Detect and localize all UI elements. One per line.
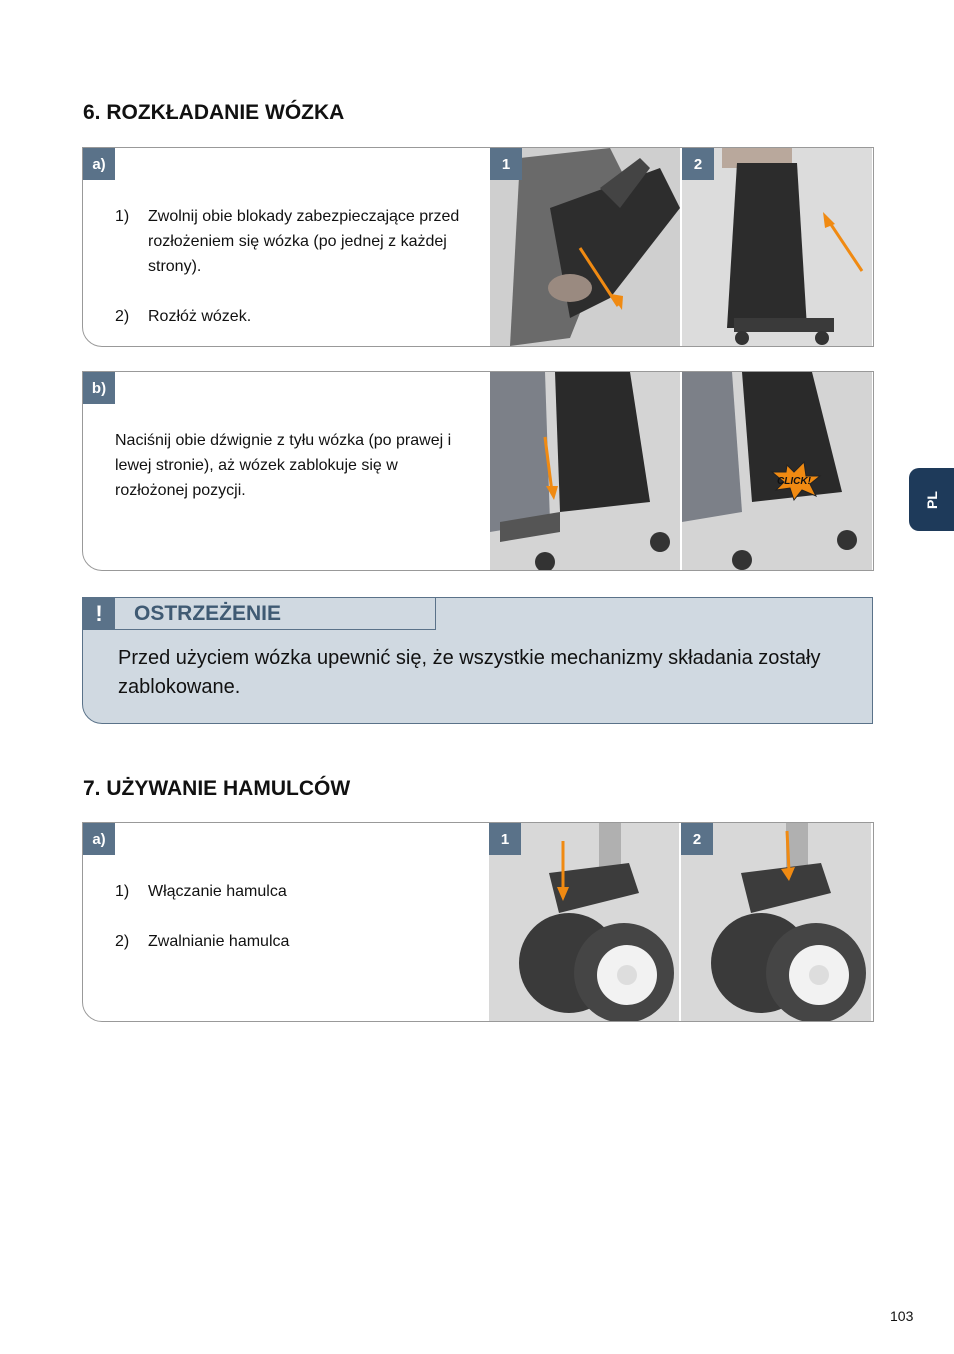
photo-number: 1 [490,148,522,180]
photo-brake-off [681,823,871,1021]
warning-title: OSTRZEŻENIE [115,598,436,630]
section-7-title: 7. UŻYWANIE HAMULCÓW [83,777,351,800]
step-description: Naciśnij obie dźwignie z tyłu wózka (po prawej i lewej stronie), aż wózek zablokuje się w rozłożonej pozycji. [115,432,452,499]
step-label: b) [83,372,115,404]
step-6a-panel [82,147,874,347]
warning-text: Przed użyciem wózka upewnić się, że wszystkie mechanizmy składania zostały zablokowane. [118,647,821,698]
section-6-title: 6. ROZKŁADANIE WÓZKA [83,101,345,124]
photo-number: 2 [682,148,714,180]
warning-box [82,597,873,724]
photo-unlock [490,148,680,346]
list-item: 1) Włączanie hamulca [115,883,287,900]
warning-icon: ! [83,598,115,630]
step-label: a) [83,148,115,180]
click-label: CLICK! [777,476,811,487]
step-list [115,204,465,329]
photo-brake-on [489,823,679,1021]
step-label: a) [83,823,115,855]
page-number: 103 [890,1308,914,1324]
step-6b-panel [82,371,874,571]
language-tab: PL [909,468,954,531]
photo-unfold [682,148,872,346]
photo-number: 2 [681,823,713,855]
photo-press-lever [490,372,680,570]
photo-number: 1 [489,823,521,855]
stroller-lever-illustration [490,372,680,570]
list-item: 2) Zwalnianie hamulca [115,933,290,950]
step-list [115,879,465,954]
photo-locked [682,372,872,570]
step-7a-panel [82,822,874,1022]
stroller-locked-illustration [682,372,872,570]
list-item: 2) Rozłóż wózek. [115,308,252,325]
list-item: 1) Zwolnij obie blokady zabezpieczające przed rozłożeniem się wózka (po jednej z każdej strony). [115,208,460,275]
